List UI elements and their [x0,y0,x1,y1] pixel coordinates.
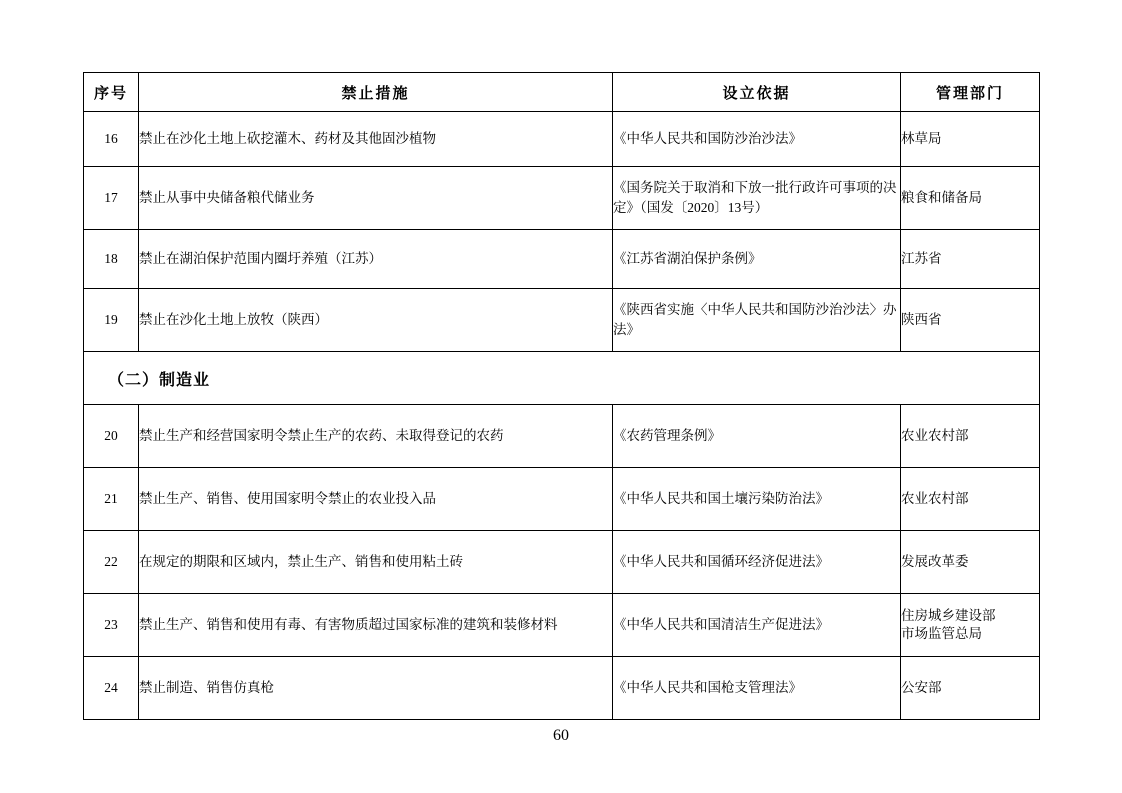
table-header-row [84,73,1040,112]
row-number: 19 [84,289,139,352]
department-line: 发展改革委 [901,554,969,570]
department-line: 农业农村部 [901,428,969,444]
row-number: 20 [84,405,139,468]
department-line: 林草局 [901,131,942,147]
row-department [901,594,1040,657]
row-basis: 《农药管理条例》 [613,405,901,468]
table-row [84,405,1040,468]
row-basis: 《中华人民共和国清洁生产促进法》 [613,594,901,657]
column-header-department: 管理部门 [901,73,1040,112]
row-basis: 《中华人民共和国防沙治沙法》 [613,112,901,167]
row-department [901,289,1040,352]
table-row [84,531,1040,594]
row-measure: 禁止生产、销售和使用有毒、有害物质超过国家标准的建筑和装修材料 [139,594,613,657]
row-basis: 《中华人民共和国枪支管理法》 [613,657,901,720]
row-department [901,531,1040,594]
row-basis: 《国务院关于取消和下放一批行政许可事项的决定》（国发〔2020〕13号） [613,167,901,230]
row-basis: 《陕西省实施〈中华人民共和国防沙治沙法〉办法》 [613,289,901,352]
column-header-no: 序号 [84,73,139,112]
section-title: （二）制造业 [84,352,1040,405]
row-number: 24 [84,657,139,720]
department-line: 住房城乡建设部 [901,608,996,624]
row-measure: 在规定的期限和区域内，禁止生产、销售和使用粘土砖 [139,531,613,594]
row-department [901,230,1040,289]
row-number: 23 [84,594,139,657]
row-department [901,468,1040,531]
department-line: 江苏省 [901,251,942,267]
table-row [84,167,1040,230]
prohibition-measures-table [83,72,1040,720]
column-header-basis: 设立依据 [613,73,901,112]
department-line: 公安部 [901,680,942,696]
row-measure: 禁止在沙化土地上砍挖灌木、药材及其他固沙植物 [139,112,613,167]
table-row [84,289,1040,352]
department-line: 粮食和储备局 [901,190,982,206]
column-header-measure: 禁止措施 [139,73,613,112]
row-department [901,167,1040,230]
department-line: 农业农村部 [901,491,969,507]
table-row [84,112,1040,167]
row-department [901,112,1040,167]
row-number: 16 [84,112,139,167]
row-basis: 《中华人民共和国土壤污染防治法》 [613,468,901,531]
table-row [84,657,1040,720]
row-number: 21 [84,468,139,531]
table-row [84,468,1040,531]
row-measure: 禁止在沙化土地上放牧（陕西） [139,289,613,352]
row-basis: 《江苏省湖泊保护条例》 [613,230,901,289]
department-line: 陕西省 [901,312,942,328]
row-number: 17 [84,167,139,230]
table-row [84,594,1040,657]
row-department [901,657,1040,720]
prohibition-measures-table-wrapper [83,72,1039,720]
row-number: 22 [84,531,139,594]
row-measure: 禁止制造、销售仿真枪 [139,657,613,720]
row-measure: 禁止生产和经营国家明令禁止生产的农药、未取得登记的农药 [139,405,613,468]
row-department [901,405,1040,468]
row-measure: 禁止在湖泊保护范围内圈圩养殖（江苏） [139,230,613,289]
table-row [84,230,1040,289]
row-measure: 禁止生产、销售、使用国家明令禁止的农业投入品 [139,468,613,531]
row-measure: 禁止从事中央储备粮代储业务 [139,167,613,230]
page-number: 60 [553,727,569,744]
table-section-row [84,352,1040,405]
row-basis: 《中华人民共和国循环经济促进法》 [613,531,901,594]
department-line: 市场监管总局 [901,626,982,641]
row-number: 18 [84,230,139,289]
